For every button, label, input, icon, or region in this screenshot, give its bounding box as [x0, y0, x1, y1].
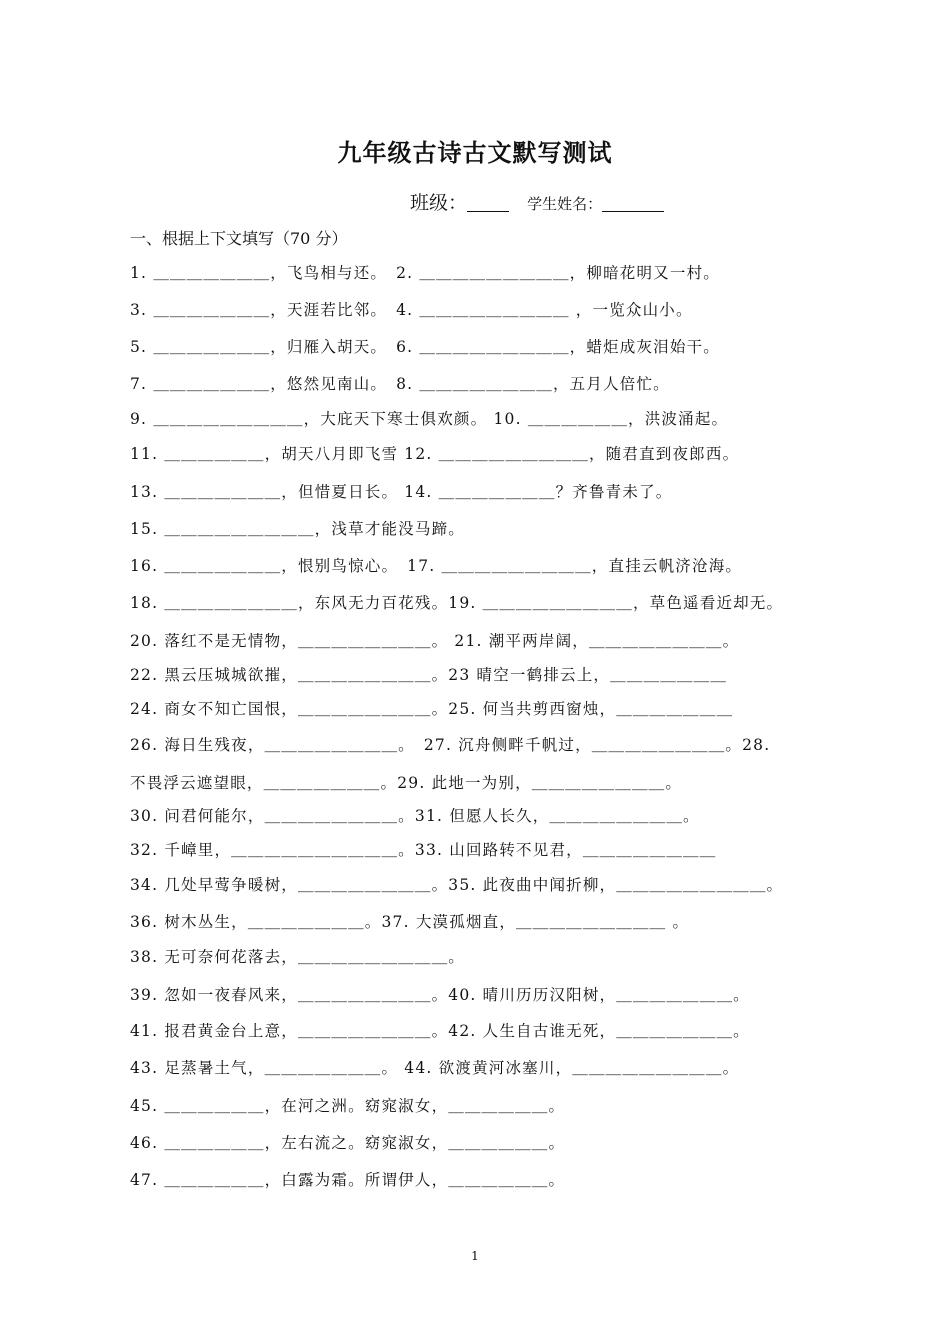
question-line: 30. 问君何能尔，＿＿＿＿＿＿＿＿。31. 但愿人长久，＿＿＿＿＿＿＿＿。 [130, 807, 700, 825]
student-name-label: 学生姓名： [527, 195, 603, 213]
question-line: 9. ＿＿＿＿＿＿＿＿＿，大庇天下寒士俱欢颜。 10. ＿＿＿＿＿＿，洪波涌起。 [130, 410, 729, 428]
question-line: 15. ＿＿＿＿＿＿＿＿＿，浅草才能没马蹄。 [130, 520, 465, 538]
question-line: 16. ＿＿＿＿＿＿＿，恨别鸟惊心。 17. ＿＿＿＿＿＿＿＿＿，直挂云帆济沧海。 [130, 557, 743, 575]
question-line: 11. ＿＿＿＿＿＿，胡天八月即飞雪 12. ＿＿＿＿＿＿＿＿＿，随君直到夜郎西。 [130, 445, 740, 463]
question-line: 43. 足蒸暑土气，＿＿＿＿＿＿＿。 44. 欲渡黄河冰塞川，＿＿＿＿＿＿＿＿＿。 [130, 1059, 740, 1077]
page-title: 九年级古诗古文默写测试 [337, 138, 613, 167]
question-line: 13. ＿＿＿＿＿＿＿，但惜夏日长。 14. ＿＿＿＿＿＿＿？齐鲁青未了。 [130, 483, 673, 501]
question-line: 不畏浮云遮望眼，＿＿＿＿＿＿＿。29. 此地一为别，＿＿＿＿＿＿＿＿。 [130, 774, 683, 792]
question-line: 26. 海日生残夜，＿＿＿＿＿＿＿＿。 27. 沉舟侧畔千帆过，＿＿＿＿＿＿＿＿。28. [130, 736, 771, 754]
question-line: 32. 千嶂里，＿＿＿＿＿＿＿＿＿＿。33. 山回路转不见君，＿＿＿＿＿＿＿＿ [130, 841, 717, 859]
question-line: 1. ＿＿＿＿＿＿＿，飞鸟相与还。 2. ＿＿＿＿＿＿＿＿＿，柳暗花明又一村。 [130, 264, 720, 282]
class-blank [467, 193, 509, 212]
question-line: 34. 几处早莺争暖树，＿＿＿＿＿＿＿＿。35. 此夜曲中闻折柳，＿＿＿＿＿＿＿＿＿。 [130, 876, 784, 894]
question-line: 41. 报君黄金台上意，＿＿＿＿＿＿＿＿。42. 人生自古谁无死，＿＿＿＿＿＿＿。 [130, 1022, 750, 1040]
student-name-blank [602, 193, 664, 212]
question-line: 47. ＿＿＿＿＿＿，白露为霜。所谓伊人，＿＿＿＿＿＿。 [130, 1171, 566, 1189]
question-line: 45. ＿＿＿＿＿＿，在河之洲。窈窕淑女，＿＿＿＿＿＿。 [130, 1097, 566, 1115]
question-line: 24. 商女不知亡国恨，＿＿＿＿＿＿＿＿。25. 何当共剪西窗烛，＿＿＿＿＿＿＿ [130, 700, 734, 718]
question-line: 39. 忽如一夜春风来，＿＿＿＿＿＿＿＿。40. 晴川历历汉阳树，＿＿＿＿＿＿＿。 [130, 986, 750, 1004]
question-line: 5. ＿＿＿＿＿＿＿，归雁入胡天。 6. ＿＿＿＿＿＿＿＿＿，蜡炬成灰泪始干。 [130, 338, 720, 356]
question-line: 3. ＿＿＿＿＿＿＿，天涯若比邻。 4. ＿＿＿＿＿＿＿＿＿ ，一览众山小。 [130, 301, 693, 319]
question-line: 46. ＿＿＿＿＿＿，左右流之。窈窕淑女，＿＿＿＿＿＿。 [130, 1134, 566, 1152]
student-info [410, 188, 664, 215]
page-number: 1 [471, 1249, 479, 1263]
question-line: 36. 树木丛生，＿＿＿＿＿＿＿。37. 大漠孤烟直，＿＿＿＿＿＿＿＿＿ 。 [130, 913, 690, 931]
question-line: 7. ＿＿＿＿＿＿＿，悠然见南山。 8. ＿＿＿＿＿＿＿＿，五月人倍忙。 [130, 375, 670, 393]
class-label: 班级： [410, 192, 468, 214]
question-line: 18. ＿＿＿＿＿＿＿＿，东风无力百花残。19. ＿＿＿＿＿＿＿＿＿，草色遥看近却无。 [130, 594, 784, 612]
question-line: 38. 无可奈何花落去，＿＿＿＿＿＿＿＿＿。 [130, 948, 465, 966]
question-line: 20. 落红不是无情物，＿＿＿＿＿＿＿＿。 21. 潮平两岸阔，＿＿＿＿＿＿＿＿。 [130, 632, 740, 650]
question-line: 22. 黑云压城城欲摧，＿＿＿＿＿＿＿＿。23 晴空一鹤排云上，＿＿＿＿＿＿＿ [130, 666, 728, 684]
section-heading: 一、根据上下文填写（70 分） [130, 229, 348, 248]
